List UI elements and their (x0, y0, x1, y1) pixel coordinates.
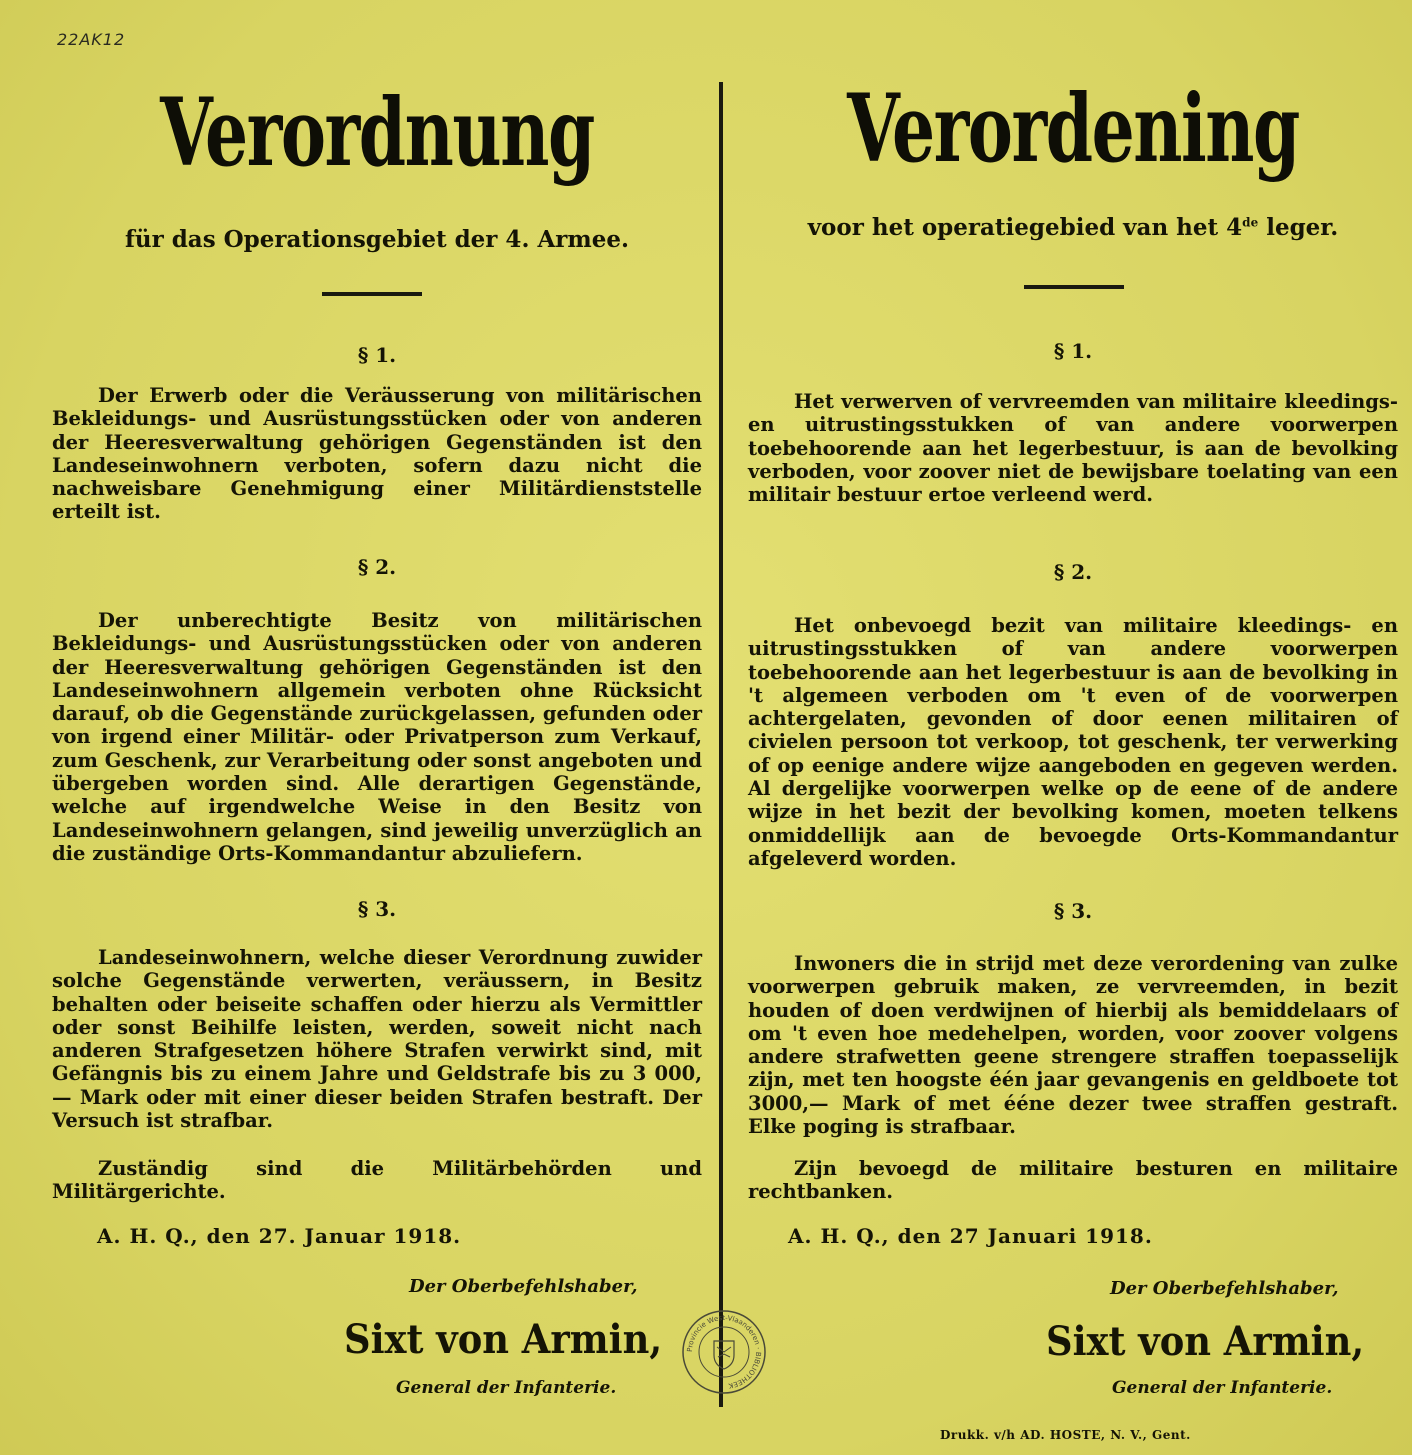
german-section-1-heading: § 1. (357, 343, 397, 367)
dutch-section-3-text: Inwoners die in strijd met deze verordening van zulke voorwerpen gebruik maken, ze vervreemden, in bezit houden of doen verdwijnen of hierbij als bemiddelaars of om 't even hoe medehelpen, worden, voor zoover volgens andere strafwetten geene strengere straffen toepasselijk zijn, met ten hoogste één jaar gevangenis en geldboete tot 3000,— Mark of met ééne dezer twee straffen gestraft. Elke poging is strafbaar. (748, 952, 1398, 1139)
dutch-title: Verordening (847, 74, 1299, 184)
library-stamp-seal-icon (681, 1309, 767, 1395)
german-title: Verordnung (160, 78, 594, 188)
dutch-commander-title: Der Oberbefehlshaber, (1110, 1278, 1339, 1299)
dutch-signature: Sixt von Armin, (1046, 1318, 1365, 1365)
german-rank: General der Infanterie. (396, 1378, 617, 1398)
german-section-3-heading: § 3. (357, 897, 397, 921)
dutch-section-1-text: Het verwerven of vervreemden van militaire kleedings- en uitrustingsstukken of van andere voorwerpen toebehoorende aan het legerbestuur, is aan de bevolking verboden, voor zoover niet de bewijsbare toelating van een militair bestuur ertoe verleend werd. (748, 390, 1398, 507)
dutch-section-3-heading: § 3. (1053, 899, 1093, 923)
library-stamp-text: Provincie West-Vlaanderen · BIBLIOTHEEK (685, 1313, 763, 1390)
german-title-rule (322, 292, 422, 296)
dutch-subtitle-sup: de (1242, 215, 1259, 230)
archive-mark: 22AK12 (57, 30, 126, 49)
dutch-subtitle (748, 216, 1398, 239)
dutch-date: A. H. Q., den 27 Januari 1918. (788, 1224, 1153, 1248)
german-commander-title: Der Oberbefehlshaber, (409, 1276, 638, 1297)
german-signature: Sixt von Armin, (344, 1316, 663, 1363)
dutch-section-2-heading: § 2. (1053, 560, 1093, 584)
german-date: A. H. Q., den 27. Januar 1918. (97, 1224, 462, 1248)
dutch-section-1-heading: § 1. (1053, 339, 1093, 363)
german-section-2-heading: § 2. (357, 555, 397, 579)
german-section-3-text: Landeseinwohnern, welche dieser Verordnung zuwider solche Gegenstände verwerten, veräussern, in Besitz behalten oder beiseite schaffen oder hierzu als Vermittler oder sonst Beihilfe leisten, werden, soweit nicht nach anderen Strafgesetzen höhere Strafen verwirkt sind, mit Gefängnis bis zu einem Jahre und Geldstrafe bis zu 3 000,— Mark oder mit einer dieser beiden Strafen bestraft. Der Versuch ist strafbar. (52, 946, 702, 1133)
column-divider (719, 82, 723, 1407)
dutch-jurisdiction: Zijn bevoegd de militaire besturen en militaire rechtbanken. (748, 1157, 1398, 1204)
dutch-subtitle-prefix: voor het operatiegebied van het 4 (807, 214, 1243, 241)
german-jurisdiction: Zuständig sind die Militärbehörden und Militärgerichte. (52, 1157, 702, 1204)
printer-imprint: Drukk. v/h AD. HOSTE, N. V., Gent. (940, 1428, 1191, 1442)
german-section-2-text: Der unberechtigte Besitz von militärischen Bekleidungs- und Ausrüstungsstücken oder von anderen der Heeresverwaltung gehörigen Gegenständen ist den Landeseinwohnern allgemein verboten ohne Rücksicht darauf, ob die Gegenstände zurückgelassen, gefunden oder von irgend einer Militär- oder Privatperson zum Verkauf, zum Geschenk, zur Verarbeitung oder sonst angeboten und übergeben worden sind. Alle derartigen Gegenstände, welche auf irgendwelche Weise in den Besitz von Landeseinwohnern gelangen, sind jeweilig unverzüglich an die zuständige Orts-Kommandantur abzuliefern. (52, 609, 702, 865)
german-section-1-text: Der Erwerb oder die Veräusserung von militärischen Bekleidungs- und Ausrüstungsstücken oder von anderen der Heeresverwaltung gehörigen Gegenständen ist den Landeseinwohnern verboten, sofern dazu nicht die nachweisbare Genehmigung einer Militärdienststelle erteilt ist. (52, 384, 702, 524)
library-stamp (681, 1309, 767, 1395)
dutch-section-2-text: Het onbevoegd bezit van militaire kleedings- en uitrustingsstukken of van andere voorwerpen toebehoorende aan het legerbestuur is aan de bevolking in 't algemeen verboden om 't even of de voorwerpen achtergelaten, gevonden of door eenen militairen of civielen persoon tot verkoop, tot geschenk, ter verwerking of op eenige andere wijze aangeboden en gegeven werden. Al dergelijke voorwerpen welke op de eene of de andere wijze in het bezit der bevolking komen, moeten telkens onmiddellijk aan de bevoegde Orts-Kommandantur afgeleverd worden. (748, 614, 1398, 870)
dutch-subtitle-suffix: leger. (1258, 214, 1339, 241)
dutch-rank: General der Infanterie. (1112, 1378, 1333, 1398)
german-subtitle: für das Operationsgebiet der 4. Armee. (124, 226, 630, 253)
dutch-title-rule (1024, 285, 1124, 289)
